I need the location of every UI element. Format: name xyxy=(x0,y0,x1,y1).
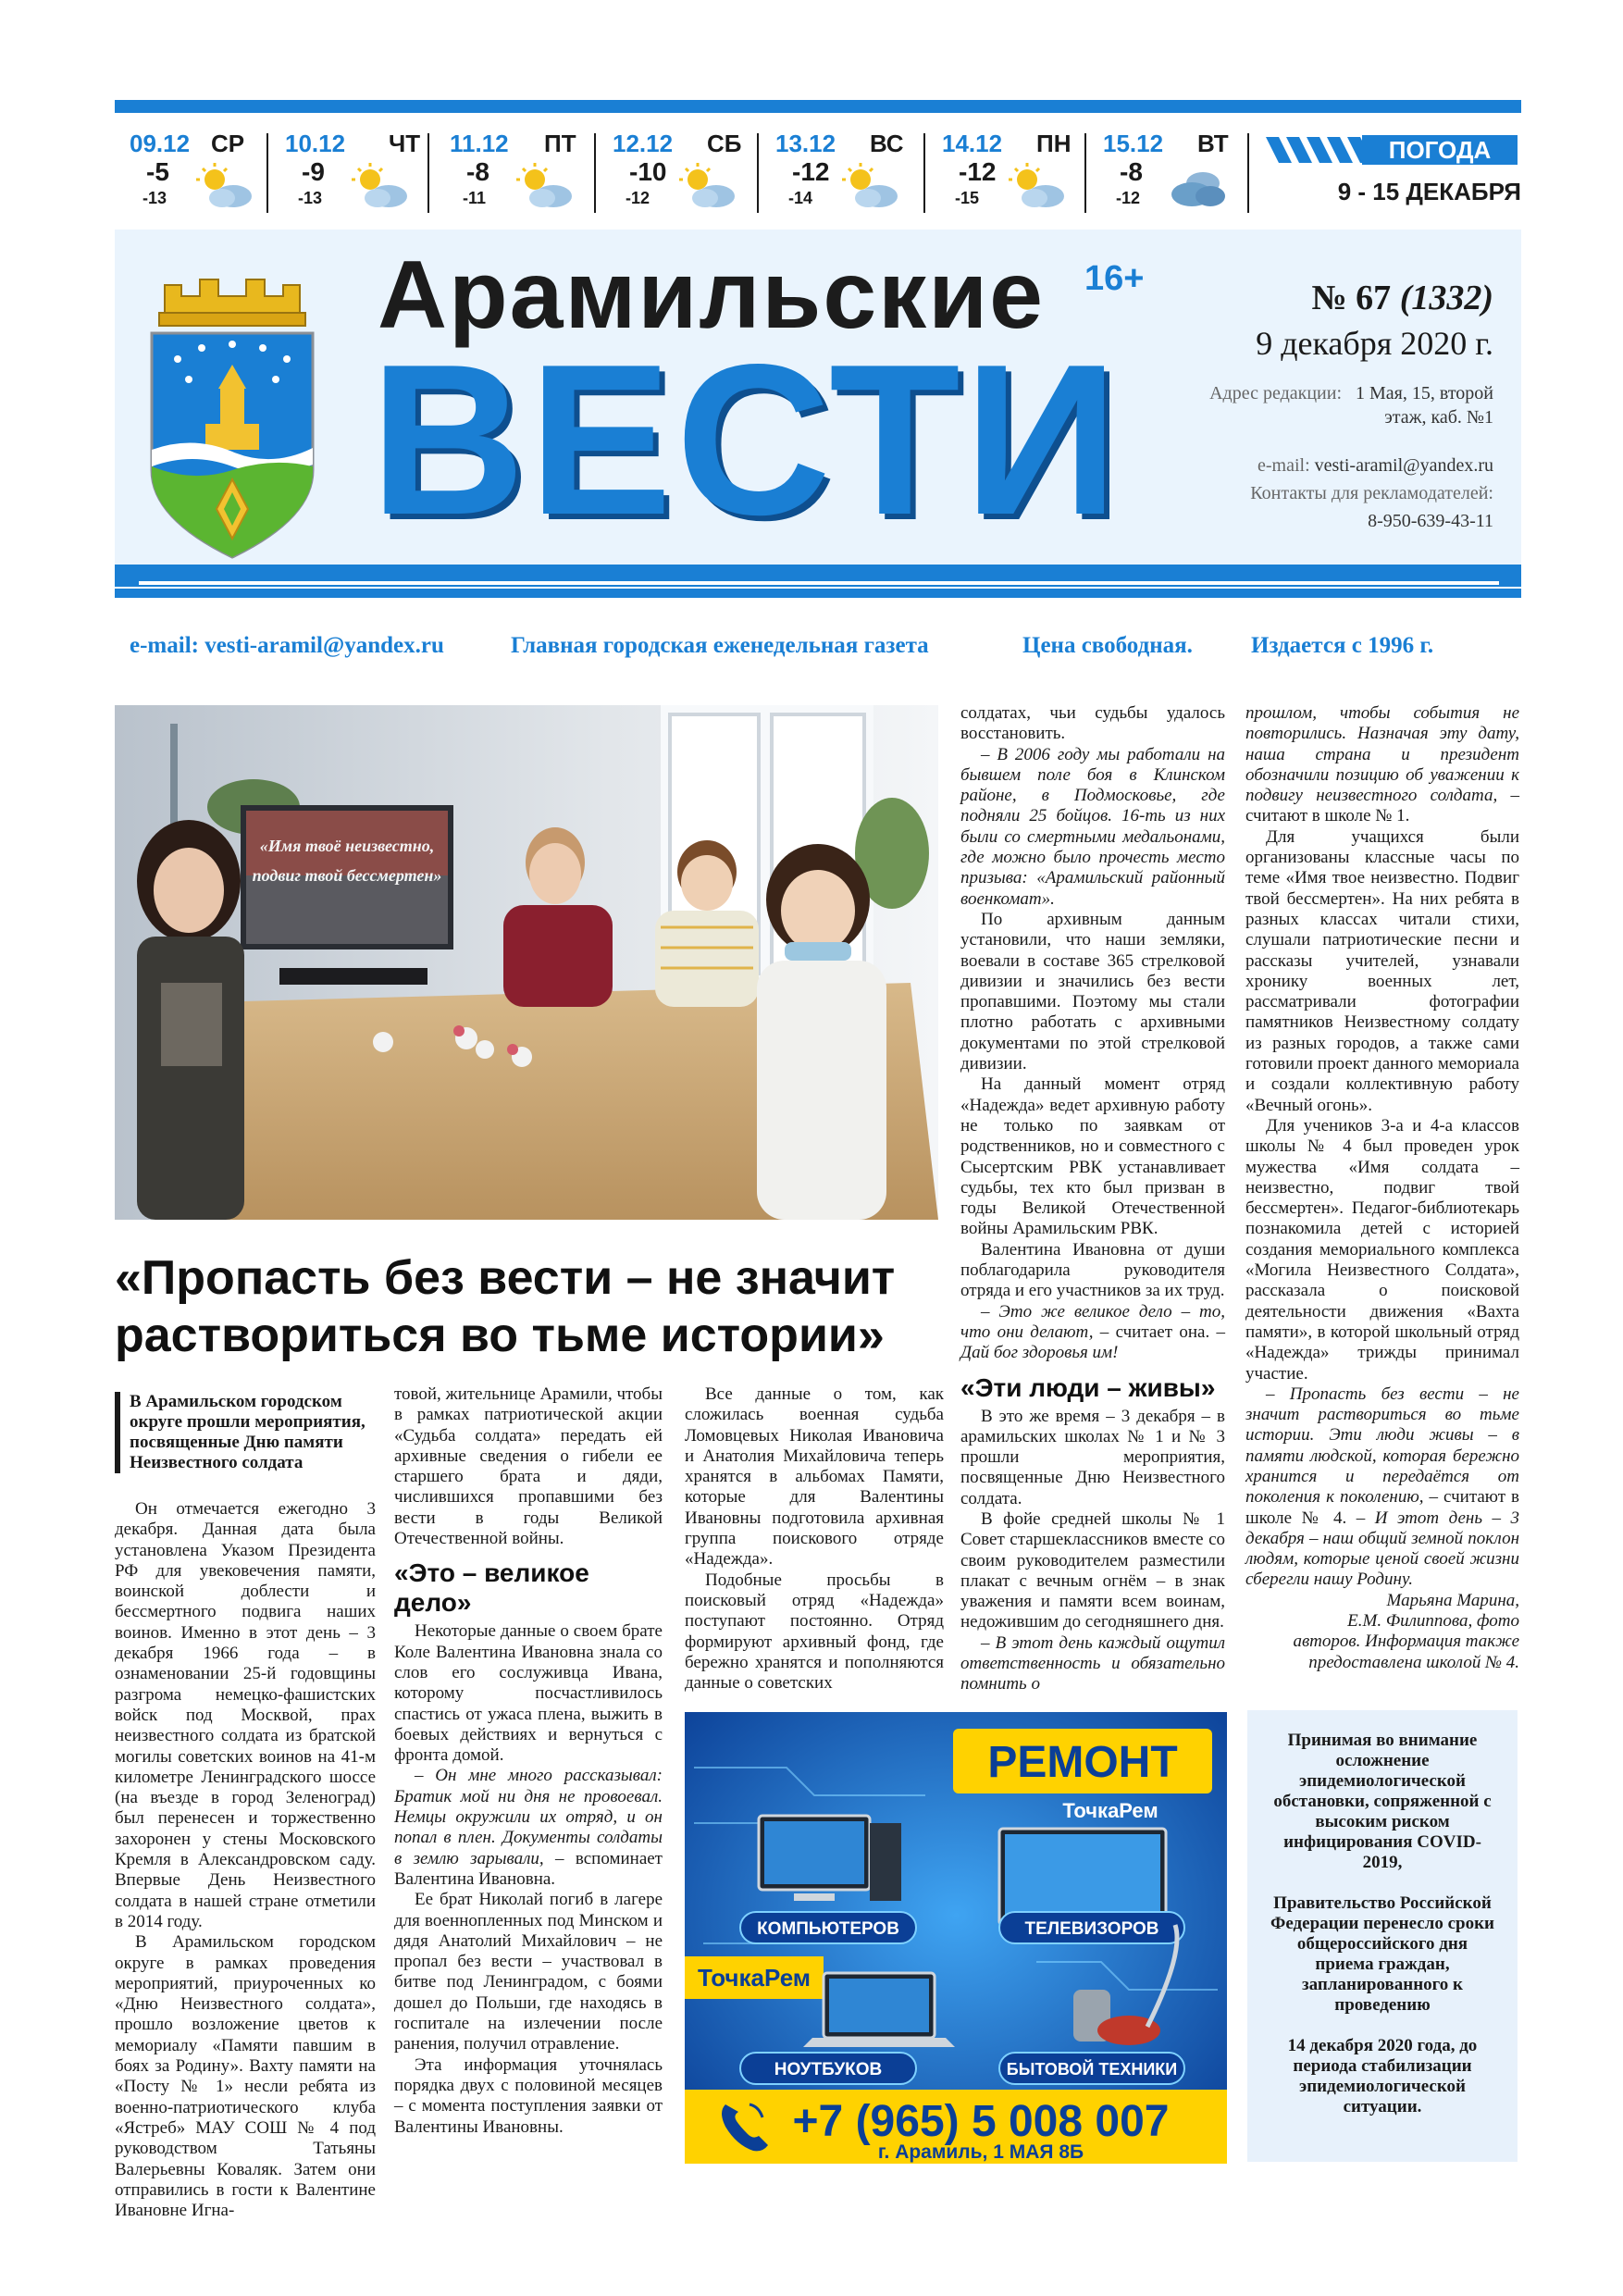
notice-paragraph: Принимая во внимание осложнение эпидемиологической обстановки, сопряженной с высоким риском инфицирования COVID-2019, xyxy=(1273,1731,1492,1872)
quote-attribution: – считает она. xyxy=(1099,1322,1210,1342)
ad-address: г. Арамиль, 1 МАЯ 8Б xyxy=(877,2141,1084,2163)
article-photo xyxy=(115,705,938,1220)
paragraph: Валентина Ивановна от души поблагодарила руководителя отряда и его участников за их труд. xyxy=(960,1239,1225,1301)
byline-credits: авторов. Информация также предоставлена школой № 4. xyxy=(1293,1632,1519,1672)
paragraph: Все данные о том, как сложилась военная судьба Ломовцевых Николая Ивановича и Анатолия Михайловича теперь хранятся в альбомах Памяти, которые для Валентины Ивановны подготовила архивная группа поискового отряде «Надежда». xyxy=(685,1384,944,1570)
weather-dow: ВТ xyxy=(1197,130,1229,157)
weather-day xyxy=(435,128,592,217)
quote-text: – Это же великое дело – то, что они делают, xyxy=(960,1301,1225,1342)
weather-divider xyxy=(1247,133,1249,213)
byline-photo: Е.М. Филиппова, фото xyxy=(1347,1611,1519,1632)
newspaper-title-line1: Арамильские xyxy=(378,242,1046,349)
paragraph: Для учеников 3-а и 4-а классов школы № 4 был проведен урок мужества «Имя солдата – неизвестно, подвиг твой бессмертен». Педагог-библиотекарь познакомила детей с историей создания мемориального комплекса «Могила Неизвестного Солдата», рассказала о поисковой деятельности движения «Вахта памяти», в которой школьный отряд «Надежда» трижды принимал участие. xyxy=(1245,1115,1519,1384)
partly-cloudy-icon xyxy=(346,161,411,211)
weather-temp-day: -10 xyxy=(629,157,667,186)
byline-author: Марьяна Марина, xyxy=(1386,1590,1519,1610)
quote-text: – И этот день – 3 декабря – наш общий земной поклон людям, которые ценой своей жизни сберегли нашу Родину. xyxy=(1245,1508,1520,1590)
ad-graphic xyxy=(685,1712,1227,2164)
phone-number: 8-950-639-43-11 xyxy=(1368,511,1493,531)
quote: – В этот день каждый ощутил ответственность и обязательно помнить о xyxy=(960,1632,1225,1694)
paragraph: Ее брат Николай погиб в лагере для военнопленных под Минском и дядя Анатолий Михайлович – не пропал без вести – участвовал в битве под Ленинградом, с боями дошел до Польши, где находясь в госпитале на излечении после ранения, получил отравление. xyxy=(394,1890,663,2054)
weather-date: 12.12 xyxy=(613,130,674,157)
quote-text: – Пропасть без вести – не значит раствориться во тьме истории. Эти люди живы – в памяти людской, которая бережно хранится и передаётся от поколения к поколению, xyxy=(1245,1384,1519,1508)
weather-dow: ЧТ xyxy=(389,130,421,157)
quote-attribution: – считают в школе № 4. xyxy=(1245,1487,1520,1528)
weather-temp-night: -15 xyxy=(955,189,980,207)
screen-text-line2: подвиг твой бессмертен» xyxy=(252,866,442,885)
email-label: e-mail: xyxy=(1258,455,1310,476)
paragraph: В это же время – 3 декабря – в арамильских школах № 1 и № 3 прошли мероприятия, посвященные Дню Неизвестного солдата. xyxy=(960,1406,1225,1508)
repair-advertisement[interactable] xyxy=(685,1712,1227,2164)
weather-divider xyxy=(923,133,925,213)
weather-divider xyxy=(266,133,268,213)
cloudy-icon xyxy=(1164,161,1229,211)
paragraph: Некоторые данные о своем брате Коле Валентина Ивановна знала со слов его сослуживца Ивана, которому посчастливилось спастись от ужаса плена, выжить в боевых действиях и вернуться с фронта домой. xyxy=(394,1621,663,1766)
weather-temp-day: -12 xyxy=(792,157,830,186)
weather-divider xyxy=(757,133,759,213)
weather-temp-day: -5 xyxy=(146,157,169,186)
address-label: Адрес редакции: xyxy=(1209,383,1343,403)
weather-dow: ВС xyxy=(870,130,904,157)
headline-line2: раствориться во тьме истории» xyxy=(115,1309,885,1362)
paragraph: товой, жительнице Арамили, чтобы в рамках патриотической акции «Судьба солдата» передать ей архивные сведения о гибели ее старшего брата и дяди, числившихся пропавшими без вести в годы Великой Отечественной войны. xyxy=(394,1384,663,1549)
quote xyxy=(1245,703,1519,827)
email-link[interactable]: vesti-aramil@yandex.ru xyxy=(1314,455,1493,476)
children-at-memorial-photo xyxy=(115,705,938,1220)
issue-number xyxy=(1312,278,1494,318)
masthead-bar-bottom xyxy=(115,589,1521,598)
weather-temp-day: -8 xyxy=(466,157,489,186)
quote xyxy=(1245,1384,1519,1591)
top-accent-bar xyxy=(115,100,1521,113)
quote xyxy=(960,1302,1225,1364)
editorial-address xyxy=(1105,381,1493,429)
ad-computers-label: КОМПЬЮТЕРОВ xyxy=(757,1919,899,1939)
partly-cloudy-icon xyxy=(191,161,255,211)
tagline-email[interactable]: e-mail: vesti-aramil@yandex.ru xyxy=(130,633,444,658)
masthead-line xyxy=(139,581,1499,585)
article-column-1 xyxy=(115,1499,376,2221)
weather-temp-day: -12 xyxy=(959,157,997,186)
weather-temp-day: -8 xyxy=(1120,157,1143,186)
computer-icon xyxy=(759,1816,901,1901)
article-lead: В Арамильском городском округе прошли мероприятия, посвященные Дню памяти Неизвестного солдата xyxy=(115,1392,376,1473)
weather-date: 11.12 xyxy=(450,130,509,157)
article-column-5 xyxy=(1245,703,1519,1673)
weather-dow: СР xyxy=(211,130,245,157)
ad-phone: +7 (965) 5 008 007 xyxy=(792,2097,1170,2146)
weather-day xyxy=(115,128,272,217)
contacts xyxy=(1105,452,1493,535)
ad-brand: ТочкаРем xyxy=(1062,1799,1158,1822)
weather-divider xyxy=(1084,133,1086,213)
paragraph: Подобные просьбы в поисковый отряд «Надежда» поступают постоянно. Отряд формируют архивный фонд, где бережно хранятся и пополняются данные о советских xyxy=(685,1570,944,1694)
newspaper-title-line2: ВЕСТИ xyxy=(370,320,1122,560)
paragraph: солдатах, чьи судьбы удалось восстановить. xyxy=(960,703,1225,744)
article-column-4 xyxy=(960,703,1225,1695)
address-line2: этаж, каб. №1 xyxy=(1384,407,1493,428)
weather-date: 09.12 xyxy=(130,130,191,157)
subheading: «Это – великое дело» xyxy=(394,1558,589,1618)
weather-date: 14.12 xyxy=(942,130,1003,157)
weather-temp-night: -11 xyxy=(463,189,487,207)
article-headline xyxy=(115,1249,948,1364)
weather-dow: ПТ xyxy=(544,130,576,157)
screen-text-line1: «Имя твоё неизвестно, xyxy=(259,837,435,855)
weather-label: ПОГОДА xyxy=(1362,135,1518,165)
issue-date: 9 декабря 2020 г. xyxy=(1256,325,1493,362)
weather-divider xyxy=(594,133,596,213)
covid-notice-box xyxy=(1247,1710,1518,2162)
age-rating: 16+ xyxy=(1084,259,1145,298)
quote-text: – Он мне много рассказывал: Братик мой ни дня не провоевал. Немцы окружили их отряд, и он попал в плен. Документы солдаты в землю зарывали, xyxy=(394,1766,663,1868)
weather-day xyxy=(1088,128,1245,217)
weather-day xyxy=(270,128,427,217)
partly-cloudy-icon xyxy=(1003,161,1068,211)
weather-temp-night: -14 xyxy=(788,189,813,207)
tagline-since: Издается с 1996 г. xyxy=(1251,633,1434,658)
paragraph: По архивным данным установили, что наши земляки, воевали в составе 365 стрелковой дивизии и значились без вести пропавшими. Поэтому мы стали плотно работать с архивными документами по этой стрелковой дивизии. xyxy=(960,909,1225,1074)
article-column-3 xyxy=(685,1384,944,1694)
quote-attribution: – вспоминает Валентина Ивановна. xyxy=(394,1848,663,1889)
issue-total: (1332) xyxy=(1399,279,1493,317)
paragraph: В фойе средней школы № 1 Совет старшеклассников вместе со своим руководителем разместили плакат с вечным огнём – в знак уважения и памяти всем воинам, недожившим до сегодняшнего дня. xyxy=(960,1508,1225,1632)
quote: – В 2006 году мы работали на бывшем поле боя в Клинском районе, в Подмосковье, где подняли 25 бойцов. 16-ть из них были со смертными медальонами, где можно было прочесть место призыва: «Арамильский районный военкомат». xyxy=(960,744,1225,909)
weather-temp-night: -13 xyxy=(142,189,167,207)
tagline-price: Цена свободная. xyxy=(1022,633,1193,658)
notice-paragraph: Правительство Российской Федерации перенесло сроки общероссийского дня приема граждан, запланированного к проведению xyxy=(1270,1893,1494,2015)
weather-temp-night: -12 xyxy=(626,189,650,207)
weather-temp-day: -9 xyxy=(302,157,325,186)
paragraph: В Арамильском городском округе в рамках проведения мероприятий, приуроченных ко «Дню Неизвестного солдата», прошло возложение цветов к мемориалу «Памяти павшим в боях за Родину». Вахту памяти на «Посту № 1» несли ребята из военно-патриотического клуба «Ястреб» МАУ СОШ № 4 под руководством Татьяны Валерьевны Коваляк. Затем они отправились в гости к Валентине Ивановне Игна- xyxy=(115,1932,376,2221)
tagline-description: Главная городская еженедельная газета xyxy=(511,633,929,658)
issue-no: № 67 xyxy=(1311,279,1392,317)
weather-range: 9 - 15 ДЕКАБРЯ xyxy=(1337,178,1521,205)
notice-paragraph: 14 декабря 2020 года, до периода стабилизации эпидемиологической ситуации. xyxy=(1287,2036,1478,2116)
ad-appliances-label: БЫТОВОЙ ТЕХНИКИ xyxy=(1006,2060,1178,2079)
paragraph: На данный момент отряд «Надежда» ведет архивную работу не только по заявкам от родственников, но и совместного с Сысертским РВК устанавливает судьбы, тех кто был призван в годы Великой Отечественной войны Арамильским РВК. xyxy=(960,1074,1225,1239)
weather-date: 10.12 xyxy=(285,130,346,157)
address-line1: 1 Мая, 15, второй xyxy=(1356,383,1493,403)
article-column-2 xyxy=(394,1384,663,2138)
ad-title: РЕМОНТ xyxy=(987,1738,1178,1787)
headline-line1: «Пропасть без вести – не значит xyxy=(115,1251,896,1305)
partly-cloudy-icon xyxy=(511,161,576,211)
quote-text: – Дай бог здоровья им! xyxy=(960,1322,1225,1363)
weather-dow: СБ xyxy=(707,130,742,157)
weather-temp-night: -12 xyxy=(1116,189,1141,207)
laptop-icon xyxy=(803,1973,955,2047)
quote-text: прошлом, чтобы события не повторились. Назначая эту дату, наша страна и президент обозначили позицию об уважении к подвигу неизвестного солдата, xyxy=(1245,703,1519,806)
paragraph: Он отмечается ежегодно 3 декабря. Данная дата была установлена Указом Президента РФ для увековечения памяти, воинской доблести и бессмертного подвига наших воинов. Именно в этот день – 3 декабря 1966 года – в ознаменовании 25-й годовщины разгрома немецко-фашистских войск под Москвой, прах неизвестного солдата из братской могилы советских воинов на 41-м километре Ленинградского шоссе (на въезде в город Зеленоград) был перенесен и торжественно захоронен у стены Московского Кремля в Александровском саду. Впервые День Неизвестного солдата в нашей стране отметили в 2014 году. xyxy=(115,1499,376,1931)
weather-day xyxy=(598,128,755,217)
ads-label: Контакты для рекламодателей: xyxy=(1250,483,1493,503)
paragraph: Для учащихся были организованы классные часы по теме «Имя твое неизвестно. Подвиг твой бессмертен». На них ребята в разных классах читали стихи, слушали патриотические песни и рассказы учителей, узнавали хронику военных лет, рассматривали фотографии памятников Неизвестному солдату из разных городов, а также сами готовили проект данного мемориала и создали коллективную работу «Вечный огонь». xyxy=(1245,826,1519,1115)
weather-day xyxy=(927,128,1084,217)
quote xyxy=(394,1766,663,1890)
subheading: «Эти люди – живы» xyxy=(960,1372,1216,1402)
stripes-decoration xyxy=(1266,137,1368,163)
weather-divider xyxy=(427,133,429,213)
ad-laptops-label: НОУТБУКОВ xyxy=(774,2060,883,2079)
ad-brand-box: ТочкаРем xyxy=(697,1964,812,1992)
partly-cloudy-icon xyxy=(836,161,901,211)
partly-cloudy-icon xyxy=(674,161,738,211)
coat-of-arms-emblem xyxy=(146,276,318,563)
paragraph: Эта информация уточнялась порядка двух с половиной месяцев – с момента поступления заявки от Валентины Ивановны. xyxy=(394,2054,663,2137)
quote-attribution: – считают в школе № 1. xyxy=(1245,786,1520,826)
weather-date: 13.12 xyxy=(775,130,836,157)
weather-dow: ПН xyxy=(1036,130,1072,157)
weather-date: 15.12 xyxy=(1103,130,1164,157)
ad-tv-label: ТЕЛЕВИЗОРОВ xyxy=(1024,1919,1159,1939)
weather-temp-night: -13 xyxy=(298,189,323,207)
weather-day xyxy=(761,128,918,217)
